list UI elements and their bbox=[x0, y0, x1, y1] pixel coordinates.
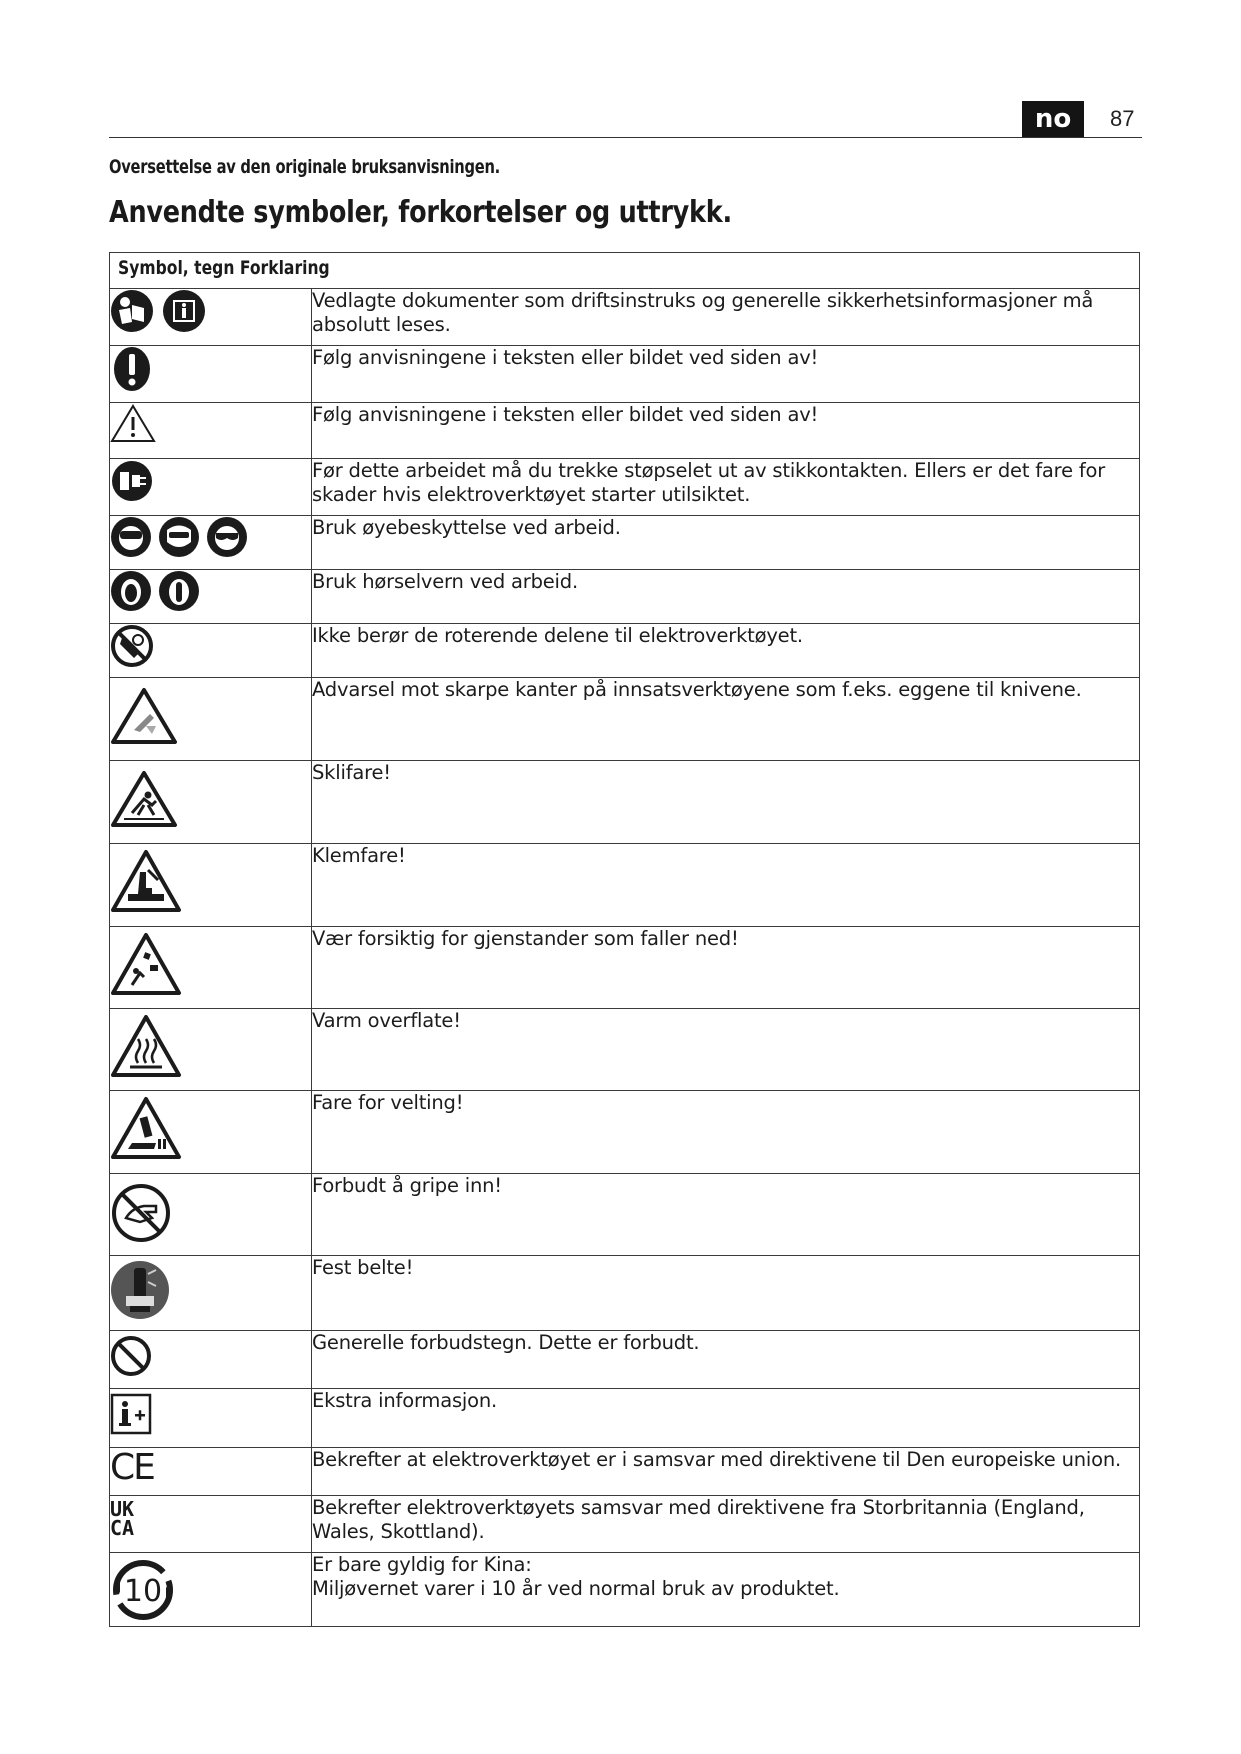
safety-glasses-icon bbox=[206, 516, 248, 558]
symbol-cell bbox=[110, 289, 312, 346]
symbol-cell bbox=[110, 927, 312, 1009]
explanation-cell: Er bare gyldig for Kina: Miljøvernet varer i 10 år ved normal bruk av produktet. bbox=[312, 1553, 1140, 1627]
no-reaching-in-icon bbox=[110, 1182, 172, 1244]
explanation-cell: Bekrefter elektroverktøyets samsvar med direktivene fra Storbritannia (England, Wales, Skottland). bbox=[312, 1496, 1140, 1553]
crush-warning-icon bbox=[110, 848, 182, 914]
sharp-edges-warning-icon bbox=[110, 686, 178, 746]
explanation-cell: Fare for velting! bbox=[312, 1091, 1140, 1174]
table-row bbox=[110, 1256, 1140, 1331]
table-header: Symbol, tegn Forklaring bbox=[110, 253, 1140, 289]
table-row bbox=[110, 1496, 1140, 1553]
table-row bbox=[110, 844, 1140, 927]
ear-protection-icon bbox=[158, 570, 200, 612]
explanation-cell: Følg anvisningene i teksten eller bildet ved siden av! bbox=[312, 346, 1140, 403]
table-row bbox=[110, 516, 1140, 570]
table-row bbox=[110, 624, 1140, 678]
read-manual-icon bbox=[110, 289, 154, 333]
symbol-cell bbox=[110, 1256, 312, 1331]
table-row bbox=[110, 1389, 1140, 1448]
explanation-cell: Klemfare! bbox=[312, 844, 1140, 927]
symbol-cell bbox=[110, 570, 312, 624]
tipping-warning-icon bbox=[110, 1095, 182, 1161]
hot-surface-warning-icon bbox=[110, 1013, 182, 1079]
table-row bbox=[110, 1331, 1140, 1389]
symbol-cell bbox=[110, 624, 312, 678]
ukca-label-bottom: CA bbox=[110, 1516, 135, 1540]
symbol-cell bbox=[110, 403, 312, 459]
table-row bbox=[110, 1009, 1140, 1091]
explanation-cell: Bruk hørselvern ved arbeid. bbox=[312, 570, 1140, 624]
explanation-cell: Bekrefter at elektroverktøyet er i samsvar med direktivene til Den europeiske union. bbox=[312, 1448, 1140, 1496]
symbol-cell bbox=[110, 459, 312, 516]
symbol-cell bbox=[110, 516, 312, 570]
table-row bbox=[110, 1091, 1140, 1174]
symbol-cell bbox=[110, 1553, 312, 1627]
ukca-mark-icon bbox=[110, 1496, 311, 1538]
symbol-cell bbox=[110, 346, 312, 403]
explanation-cell: Varm overflate! bbox=[312, 1009, 1140, 1091]
table-row bbox=[110, 570, 1140, 624]
symbol-cell bbox=[110, 1496, 312, 1553]
falling-objects-warning-icon bbox=[110, 931, 182, 997]
attention-icon bbox=[110, 346, 154, 392]
table-header-row bbox=[110, 253, 1140, 289]
china-10-year-icon bbox=[110, 1557, 176, 1623]
table-row bbox=[110, 346, 1140, 403]
page-number: 87 bbox=[1110, 106, 1135, 131]
fasten-belt-icon bbox=[110, 1260, 170, 1320]
slip-warning-icon bbox=[110, 769, 178, 829]
explanation-cell: Fest belte! bbox=[312, 1256, 1140, 1331]
goggles-icon bbox=[110, 516, 152, 558]
table-row bbox=[110, 403, 1140, 459]
face-shield-icon bbox=[158, 516, 200, 558]
explanation-cell: Advarsel mot skarpe kanter på innsatsverktøyene som f.eks. eggene til knivene. bbox=[312, 678, 1140, 761]
symbol-cell bbox=[110, 844, 312, 927]
explanation-cell: Bruk øyebeskyttelse ved arbeid. bbox=[312, 516, 1140, 570]
symbol-cell bbox=[110, 1331, 312, 1389]
document-title: Anvendte symboler, forkortelser og uttrykk. bbox=[109, 195, 732, 230]
language-badge: no bbox=[1022, 101, 1084, 137]
info-book-icon bbox=[162, 289, 206, 333]
table-row bbox=[110, 927, 1140, 1009]
additional-info-icon bbox=[110, 1393, 152, 1435]
symbol-cell bbox=[110, 678, 312, 761]
table-row bbox=[110, 1174, 1140, 1256]
symbol-cell bbox=[110, 1174, 312, 1256]
symbols-table bbox=[109, 252, 1140, 1627]
warning-triangle-icon bbox=[110, 403, 156, 443]
no-touch-rotating-icon bbox=[110, 624, 154, 668]
symbol-cell bbox=[110, 1091, 312, 1174]
explanation-cell: Følg anvisningene i teksten eller bildet ved siden av! bbox=[312, 403, 1140, 459]
explanation-cell: Ikke berør de roterende delene til elektroverktøyet. bbox=[312, 624, 1140, 678]
table-row bbox=[110, 678, 1140, 761]
explanation-cell: Generelle forbudstegn. Dette er forbudt. bbox=[312, 1331, 1140, 1389]
symbol-cell bbox=[110, 1009, 312, 1091]
explanation-cell: Før dette arbeidet må du trekke støpselet ut av stikkontakten. Ellers er det fare for skader hvis elektroverktøyet starter utilsiktet. bbox=[312, 459, 1140, 516]
explanation-cell: Forbudt å gripe inn! bbox=[312, 1174, 1140, 1256]
header-rule bbox=[109, 137, 1142, 138]
unplug-icon bbox=[110, 459, 154, 503]
ear-muffs-icon bbox=[110, 570, 152, 612]
table-row bbox=[110, 459, 1140, 516]
document-subtitle: Oversettelse av den originale bruksanvisningen. bbox=[109, 156, 501, 178]
prohibition-icon bbox=[110, 1335, 152, 1377]
explanation-cell: Vedlagte dokumenter som driftsinstruks og generelle sikkerhetsinformasjoner må absolutt leses. bbox=[312, 289, 1140, 346]
ukca-label-top: UK bbox=[110, 1497, 135, 1521]
ce-mark-icon: CE bbox=[110, 1447, 154, 1488]
symbol-cell bbox=[110, 1389, 312, 1448]
symbol-cell bbox=[110, 761, 312, 844]
table-row bbox=[110, 289, 1140, 346]
table-row bbox=[110, 1553, 1140, 1627]
symbol-cell bbox=[110, 1448, 312, 1496]
explanation-cell: Ekstra informasjon. bbox=[312, 1389, 1140, 1448]
china-10-year-label: 10 bbox=[123, 1574, 163, 1609]
table-row bbox=[110, 761, 1140, 844]
table-row bbox=[110, 1448, 1140, 1496]
explanation-cell: Sklifare! bbox=[312, 761, 1140, 844]
explanation-cell: Vær forsiktig for gjenstander som faller ned! bbox=[312, 927, 1140, 1009]
